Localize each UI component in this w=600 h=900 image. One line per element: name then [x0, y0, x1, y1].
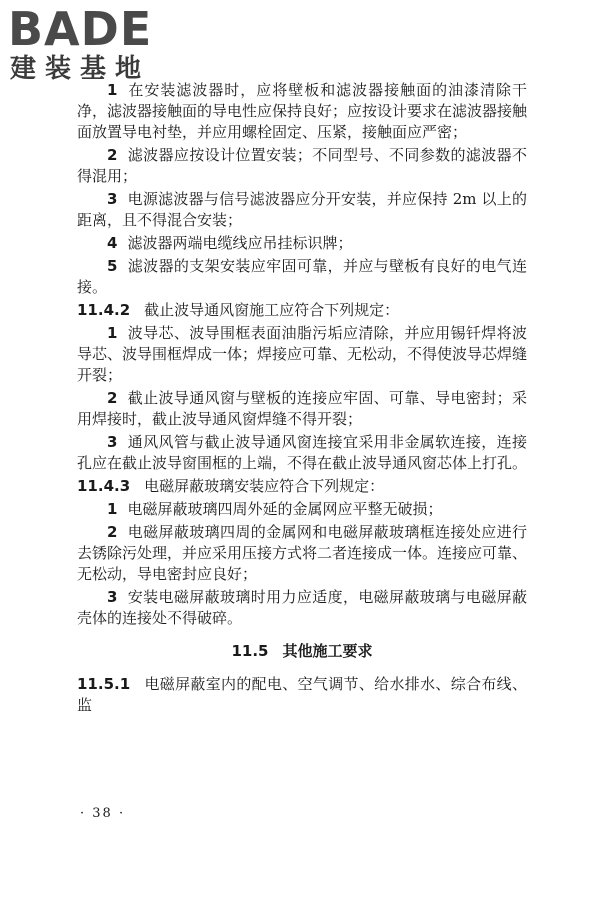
list-item: 1 在安装滤波器时，应将壁板和滤波器接触面的油漆清除干净，滤波器接触面的导电性应保持良好；应按设计要求在滤波器接触面放置导电衬垫，并应用螺栓固定、压紧，接触面应严密； — [77, 81, 528, 141]
section-heading: 11.5 其他施工要求 — [231, 642, 373, 660]
clause-11-4-2: 11.4.2 截止波导通风窗施工应符合下列规定： — [77, 301, 400, 319]
bade-logo — [8, 4, 178, 86]
clause-11-5-1: 11.5.1 电磁屏蔽室内的配电、空气调节、给水排水、综合布线、监 — [77, 675, 527, 714]
list-item: 1 电磁屏蔽玻璃四周外延的金属网应平整无破损； — [107, 500, 443, 518]
document-body — [77, 80, 527, 718]
logo-wordmark: BADE — [8, 2, 153, 56]
list-item: 3 通风风管与截止波导通风窗连接宜采用非金属软连接，连接孔应在截止波导窗围框的上端，不得在截止波导通风窗芯体上打孔。 — [77, 433, 528, 472]
list-item: 2 滤波器应按设计位置安装；不同型号、不同参数的滤波器不得混用； — [77, 146, 527, 185]
list-item: 2 截止波导通风窗与壁板的连接应牢固、可靠、导电密封；采用焊接时，截止波导通风窗焊缝不得开裂； — [77, 389, 527, 428]
clause-11-4-3: 11.4.3 电磁屏蔽玻璃安装应符合下列规定： — [77, 477, 385, 495]
list-item: 2 电磁屏蔽玻璃四周的金属网和电磁屏蔽玻璃框连接处应进行去锈除污处理，并应采用压接方式将二者连接成一体。连接应可靠、无松动，导电密封应良好； — [77, 523, 528, 583]
list-item: 5 滤波器的支架安装应牢固可靠，并应与壁板有良好的电气连接。 — [77, 257, 527, 296]
page-number: · 38 · — [80, 806, 126, 821]
list-item: 3 电源滤波器与信号滤波器应分开安装，并应保持 2m 以上的距离，且不得混合安装； — [77, 190, 527, 229]
list-item: 1 波导芯、波导围框表面油脂污垢应清除，并应用锡钎焊将波导芯、波导围框焊成一体；焊接应可靠、无松动，不得使波导芯焊缝开裂； — [77, 324, 528, 384]
logo-chinese-text: 建装基地 — [10, 54, 151, 84]
list-item: 3 安装电磁屏蔽玻璃时用力应适度，电磁屏蔽玻璃与电磁屏蔽壳体的连接处不得破碎。 — [77, 588, 527, 627]
list-item: 4 滤波器两端电缆线应吊挂标识牌； — [107, 234, 353, 252]
